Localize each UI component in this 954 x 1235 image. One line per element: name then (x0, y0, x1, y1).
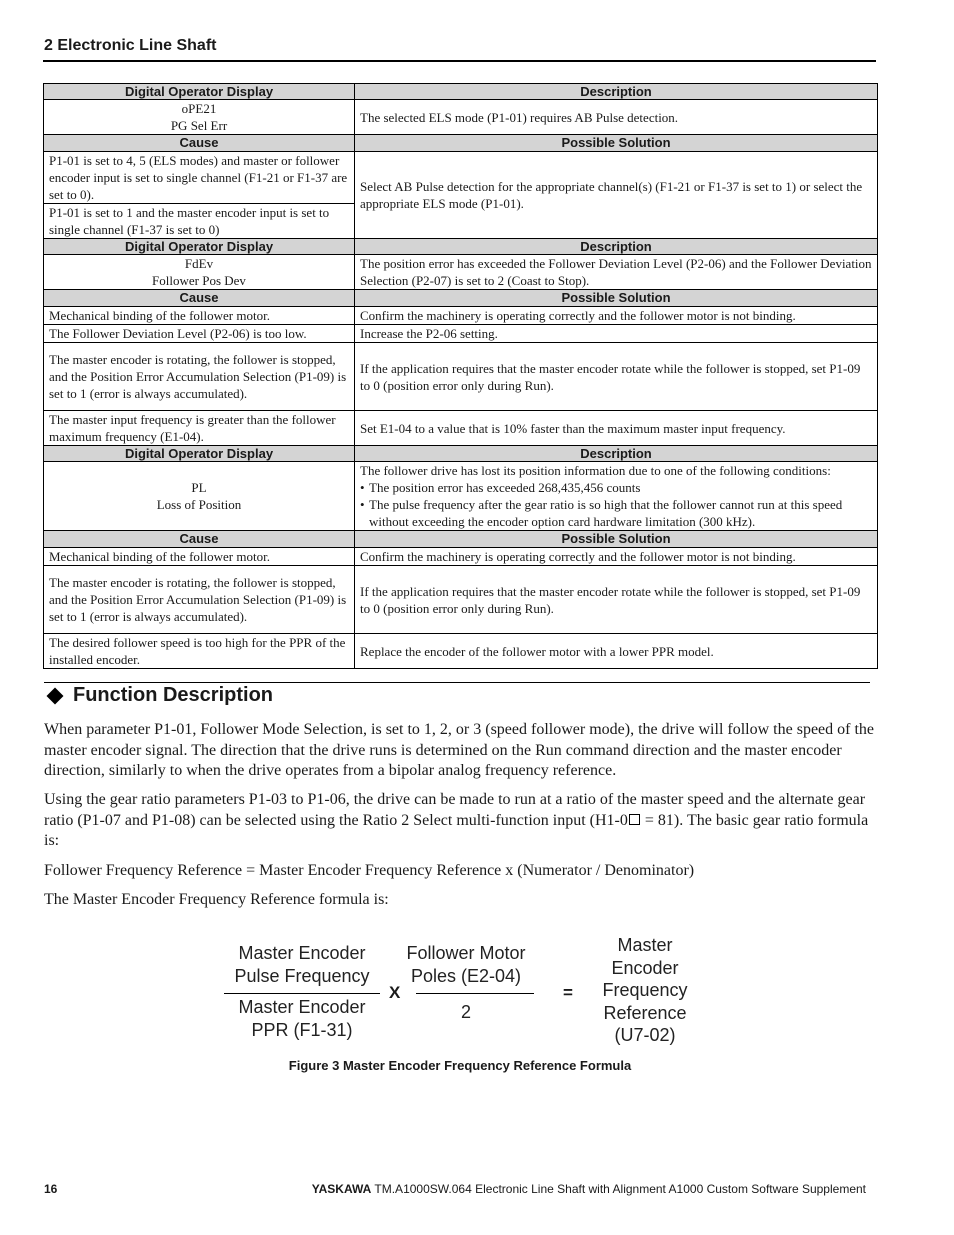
section-title: Function Description (73, 684, 273, 706)
alarm-name: Loss of Position (156, 497, 242, 512)
page-section-title: 2 Electronic Line Shaft (44, 37, 217, 54)
formula-text: Pulse Frequency (234, 966, 370, 986)
col-description-header: Description (355, 446, 878, 462)
formula-denominator-2: 2 (460, 1002, 471, 1022)
solution-cell: Confirm the machinery is operating correctly and the follower motor is not binding. (355, 307, 878, 325)
multiply-sign: X (389, 983, 401, 1002)
cause-cell: P1-01 is set to 4, 5 (ELS modes) and master or follower encoder input is set to single channel (F1-21 or F1-37 are set to 0). (44, 152, 355, 204)
col-description-header: Description (355, 84, 878, 100)
cause-cell: Mechanical binding of the follower motor. (44, 307, 355, 325)
equals-sign: = (563, 983, 573, 1002)
formula-text: Poles (E2-04) (410, 966, 522, 986)
alarm-code: FdEv (184, 256, 214, 271)
cause-cell: Mechanical binding of the follower motor. (44, 548, 355, 566)
cause-cell: The master encoder is rotating, the follower is stopped, and the Position Error Accumulation Selection (P1-09) is set to 1 (error is always accumulated). (44, 566, 355, 634)
footer-doc-text: TM.A1000SW.064 Electronic Line Shaft with Alignment A1000 Custom Software Supplement (371, 1182, 866, 1196)
diamond-bullet-icon (47, 687, 64, 704)
description-bullet: • The position error has exceeded 268,435,456 counts (369, 479, 875, 496)
cause-cell: P1-01 is set to 1 and the master encoder input is set to single channel (F1-37 is set to 0) (44, 204, 355, 239)
formula-text: (U7-02) (614, 1025, 676, 1045)
section-rule (44, 682, 870, 683)
description-lead: The follower drive has lost its position information due to one of the following conditions: (360, 463, 831, 478)
formula-text: Frequency (602, 980, 688, 1000)
formula-text: Master Encoder (238, 943, 366, 963)
paragraph-text: = 81). The basic gear ratio formula is: (44, 811, 869, 849)
paragraph-follower-formula: Follower Frequency Reference = Master Encoder Frequency Reference x (Numerator / Denominator) (44, 862, 695, 879)
page-number: 16 (44, 1182, 58, 1196)
cause-cell: The master encoder is rotating, the follower is stopped, and the Position Error Accumulation Selection (P1-09) is set to 1 (error is always accumulated). (44, 343, 355, 411)
col-cause-header: Cause (44, 290, 355, 307)
alarm-name: Follower Pos Dev (152, 273, 246, 288)
solution-cell: Increase the P2-06 setting. (355, 325, 878, 343)
solution-cell: If the application requires that the master encoder rotate while the follower is stopped, set P1-09 to 0 (position error only during Run). (355, 343, 878, 411)
formula-text: Master Encoder (238, 997, 366, 1017)
paragraph-follower-mode: When parameter P1-01, Follower Mode Selection, is set to 1, 2, or 3 (speed follower mode), the drive will follow the speed of the master encoder signal. The direction that the drive runs is determined on the Run command direction and the master encoder direction, similarly to when the drive operates from a bipolar analog frequency reference. (44, 721, 875, 779)
formula-text: Master (617, 935, 673, 955)
section-heading (46, 684, 273, 707)
formula-result (590, 934, 700, 1047)
formula-numerator-2 (396, 942, 536, 988)
solution-cell: Confirm the machinery is operating correctly and the follower motor is not binding. (355, 548, 878, 566)
col-description-header: Description (355, 239, 878, 255)
solution-cell: Set E1-04 to a value that is 10% faster than the maximum master input frequency. (355, 411, 878, 446)
formula-text: PPR (F1-31) (251, 1020, 353, 1040)
paragraph-gear-ratio (44, 790, 874, 852)
alarm-description: The selected ELS mode (P1-01) requires AB Pulse detection. (355, 100, 878, 135)
col-solution-header: Possible Solution (355, 531, 878, 548)
fraction-bar-1 (224, 993, 380, 994)
alarm-table (43, 83, 878, 669)
alarm-code-cell (44, 255, 355, 290)
alarm-code-cell (44, 462, 355, 531)
formula-denominator-1 (222, 996, 382, 1042)
header-rule (43, 60, 876, 62)
paragraph-master-formula-intro: The Master Encoder Frequency Reference formula is: (44, 891, 389, 908)
col-cause-header: Cause (44, 531, 355, 548)
col-display-header: Digital Operator Display (44, 446, 355, 462)
alarm-description: The position error has exceeded the Follower Deviation Level (P2-06) and the Follower Deviation Selection (P2-07) is set to 2 (Coast to Stop). (355, 255, 878, 290)
alarm-code: oPE21 (181, 101, 217, 116)
fraction-bar-2 (416, 993, 534, 994)
cause-cell: The master input frequency is greater than the follower maximum frequency (E1-04). (44, 411, 355, 446)
col-solution-header: Possible Solution (355, 135, 878, 152)
solution-cell: Replace the encoder of the follower motor with a lower PPR model. (355, 634, 878, 669)
cause-cell: The desired follower speed is too high for the PPR of the installed encoder. (44, 634, 355, 669)
description-bullets (360, 479, 875, 530)
alarm-code-cell (44, 100, 355, 135)
description-bullet: • The pulse frequency after the gear ratio is so high that the follower cannot run at this speed without exceeding the encoder option card hardware limitation (300 kHz). (369, 496, 875, 530)
solution-cell: If the application requires that the master encoder rotate while the follower is stopped, set P1-09 to 0 (position error only during Run). (355, 566, 878, 634)
col-display-header: Digital Operator Display (44, 84, 355, 100)
formula-text: Reference (603, 1002, 687, 1023)
paragraph-text: Using the gear ratio parameters P1-03 to P1-06, the drive can be made to run at a ratio of the master speed and the alternate gear ratio (P1-07 and P1-08) can be selected using the Ratio 2 Select multi-function input (H1-0 (44, 791, 866, 829)
formula-numerator-1 (222, 942, 382, 988)
col-solution-header: Possible Solution (355, 290, 878, 307)
solution-cell: Select AB Pulse detection for the appropriate channel(s) (F1-21 or F1-37 is set to 1) or select the appropriate ELS mode (P1-01). (355, 152, 878, 239)
checkbox-placeholder-icon (629, 814, 640, 825)
formula-text: Encoder (611, 957, 679, 978)
figure-caption: Figure 3 Master Encoder Frequency Reference Formula (288, 1058, 632, 1073)
alarm-description (355, 462, 878, 531)
col-display-header: Digital Operator Display (44, 239, 355, 255)
cause-cell: The Follower Deviation Level (P2-06) is too low. (44, 325, 355, 343)
alarm-code: PL (191, 480, 207, 495)
alarm-name: PG Sel Err (170, 118, 228, 133)
footer-brand: YASKAWA (311, 1182, 372, 1196)
footer-document-title (312, 1182, 866, 1196)
formula-text: Follower Motor (406, 943, 526, 963)
col-cause-header: Cause (44, 135, 355, 152)
